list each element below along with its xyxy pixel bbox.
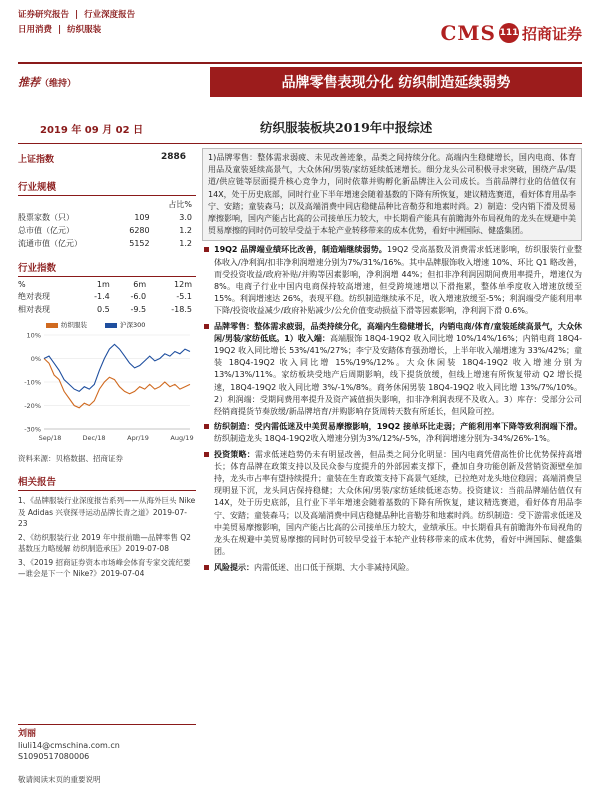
cell: 总市值（亿元）: [18, 226, 74, 235]
related-report-link[interactable]: 3、《2019 招商证券资本市场峰会体育专家交流纪要—谁会是下一个 Nike?》2019-07-04: [18, 557, 191, 578]
cell: 股票家数（只）: [18, 213, 74, 222]
y-tick-label: -30%: [24, 425, 41, 434]
cell: 5152: [129, 239, 150, 248]
summary-box: 1)品牌零售：整体需求弱疲、未见改善迹象，品类之间持续分化。高端内生稳健增长，国内电商、体育用品及童装延续高景气，大众休闲/男装/家纺延续低迷增长。细分龙头公司积极寻求突破，围绕产品/渠道/供应链等层面提升核心竞争力，同时依靠并购孵化新品牌注入公司成长。当前品牌行业的估值仅有 14X，处于历史底部，同时行业下半年增速会随着基数的下降有所恢复，建议精选赛道，看好体育用品李宁、安踏；童装森马；以及高端消费中同店稳健品种比音勒芬和地素时尚。2）制造：受内销下滑及贸易摩擦影响，国内产能占比高的公司接单压力较大，中长期看产能具有前瞻海外布局视角的龙头在规避中美贸易摩擦的同时仍可较早受益于本轮产业转移带来的成本优势，看好中洲国际、健盛集团。: [202, 148, 582, 241]
report-title: 纺织服装板块2019年中报综述: [260, 120, 433, 135]
logo-badge-icon: 111: [499, 23, 519, 43]
legend-swatch: [46, 323, 58, 328]
table-row: [18, 211, 196, 224]
key-point: [202, 449, 582, 559]
scale-col-header: 占比%: [168, 200, 192, 209]
key-point-text: 高端服饰 18Q4-19Q2 收入同比增 10%/14%/16%；内销电商 18Q4-19Q2 收入同比增长 53%/41%/27%；李宁及安踏体育强劲增长，上半年收入端增速为 33%/42%；童装 18Q4-19Q2 收入同比增 15%/19%/12%。大众休闲装 18Q4-19Q2 收入增速分别为 13%/13%/11%。家纺板块受地产后周期影响，线下提货放缓，但线上增速有所恢复带动 Q2 增长提速，18Q4-19Q2 收入同比增 3%/-1%/8%。商务休闲男装 18Q4-19Q2 收入同比增 13%/7%/10%。2）利润端：受期间费用率提升及资产减值损失影响，扣非净利润表现不及收入。3）库存：受部分公司经销商提货节奏放缓/新品牌培育/并购影响存货周转天数有所延长，但风险可控。: [214, 333, 582, 417]
table-header: [18, 279, 196, 290]
cell: 流通市值（亿元）: [18, 239, 82, 248]
key-point-lead: 19Q2 品牌端业绩环比改善，制造端继续弱势。: [214, 245, 387, 255]
key-point: [202, 421, 582, 445]
legend-label: 纺织服装: [61, 321, 87, 329]
y-tick-label: 0%: [30, 355, 41, 363]
y-tick-label: 10%: [26, 331, 41, 340]
trend-table: [18, 279, 196, 316]
headline-banner: 品牌零售表现分化 纺织制造延续弱势: [210, 67, 582, 97]
index-row: [18, 148, 196, 169]
report-date: 2019 年 09 月 02 日: [40, 125, 144, 136]
cell: 1m: [96, 280, 110, 289]
cell: 绝对表现: [18, 292, 50, 301]
x-tick-label: Aug/19: [170, 434, 194, 442]
key-point-lead: 品牌零售：整体需求疲弱，品类持续分化，高端内生稳健增长，内销电商/体育/童装延续高景气，大众休闲/男装/家纺低底。1）收入端：: [214, 321, 582, 343]
index-value: 2886: [160, 152, 186, 162]
series-line: [44, 359, 190, 408]
related-report-link[interactable]: 1、《品牌服装行业深度报告系列——从海外巨头 Nike及 Adidas 兴衰探寻运动品牌长青之道》2019-07-23: [18, 496, 196, 528]
legend-label: 沪深300: [120, 321, 146, 329]
rating-note: （维持）: [40, 79, 77, 89]
table-row: [18, 237, 196, 250]
cell: 109: [134, 213, 150, 222]
cell: 相对表现: [18, 305, 50, 314]
cell: -5.1: [176, 292, 192, 301]
line-chart: [18, 329, 196, 447]
report-tags: [18, 8, 141, 38]
key-point: [202, 244, 582, 317]
related-reports: [18, 495, 196, 580]
company-logo: [440, 22, 582, 44]
scale-table: [18, 198, 196, 250]
table-row: [18, 224, 196, 237]
trend-heading: 行业指数: [18, 256, 196, 277]
y-tick-label: -10%: [24, 378, 41, 387]
cell: 6280: [129, 226, 150, 235]
footer-note: 敬请阅读末页的重要说明: [18, 775, 101, 784]
scale-heading: 行业规模: [18, 175, 196, 196]
tag-industry: 纺织服装: [67, 25, 102, 35]
chart-source: 资料来源：贝格数据、招商证券: [18, 454, 123, 463]
key-points: [202, 244, 582, 573]
cell: -18.5: [171, 305, 192, 314]
sidebar: [18, 148, 196, 582]
legend-item: [46, 320, 87, 329]
cell: 1.2: [179, 239, 192, 248]
analyst-id: S1090517080006: [18, 752, 90, 761]
cell: 1.2: [179, 226, 192, 235]
tag-report-type: 证券研究报告: [18, 10, 70, 20]
table-row: [18, 303, 196, 316]
logo-latin: CMS: [440, 21, 496, 45]
x-tick-label: Sep/18: [38, 434, 62, 442]
cell: 6m: [133, 280, 147, 289]
key-point-lead: 投资策略：: [214, 449, 255, 459]
key-point: [202, 321, 582, 419]
key-point-text: 需求低迷趋势仍未有明显改善，但品类之间分化明显：国内电商凭借高性价比优势保持高增长；体育品牌在政策支持以及民众参与度提升的外部因素支撑下，叠加自身功能创新及营销资源壁垒加持，龙头市占率有望持续提升；童装在生育政策支持下高景气延续，已拉绝对龙头地位稳固；高端消费呈现明显下沉，龙头同店保持稳健；大众休闲/男装/家纺延续低迷态势。投资建议：当前品牌端估值仅有 14X，处于历史底部，且行业下半年增速会随着基数的下降有所恢复，建议精选赛道，看好体育用品李宁、安踏；童装森马；以及高端消费中同店稳健品种比音勒芬和地素时尚。纺织制造：受下游需求低迷及中美贸易摩擦影响，国内产能占比高的公司接单压力较大，业绩承压。中长期看具有前瞻海外布局视角的龙头在规避中美贸易摩擦的同时仍可较早受益于本轮产业转移带来的成本优势，看好中洲国际、健盛集团。: [214, 449, 583, 557]
key-point: [202, 562, 582, 574]
key-point-text: 纺织制造龙头 18Q4-19Q2收入增速分别为3%/12%/-5%，净利润增速分别为-34%/26%-1%。: [214, 434, 555, 444]
tag-sep: |: [75, 10, 79, 20]
cell: -6.0: [130, 292, 147, 301]
logo-chinese: 招商证券: [521, 24, 582, 43]
cell: 3.0: [179, 213, 192, 222]
cell: -1.4: [94, 292, 110, 301]
header-divider: [18, 62, 582, 64]
cell: -9.5: [130, 305, 147, 314]
table-row: [18, 290, 196, 303]
cell: %: [18, 280, 26, 289]
legend-item: [105, 320, 145, 329]
cell: 0.5: [97, 305, 110, 314]
index-label: 上证指数: [18, 155, 55, 165]
title-divider: [18, 143, 582, 144]
cell: 12m: [174, 280, 192, 289]
key-point-lead: 风险提示：: [214, 562, 254, 572]
tag-report-kind: 行业深度报告: [84, 10, 136, 20]
legend-swatch: [105, 323, 117, 328]
analyst-info: [18, 724, 196, 762]
related-report-link[interactable]: 2、《纺织服装行业 2019 年中报前瞻—品牌零售 Q2 基数压力略缓解 纺织制造承压》2019-07-08: [18, 532, 191, 553]
chart-legend: [18, 320, 196, 329]
x-tick-label: Apr/19: [127, 434, 149, 442]
key-point-lead: 纺织制造：受内需低迷及中美贸易摩擦影响，19Q2 接单环比走弱；产能利用率下降等致利润端下滑。: [214, 422, 582, 432]
analyst-email[interactable]: liuli14@cmschina.com.cn: [18, 741, 120, 750]
x-tick-label: Dec/18: [82, 434, 106, 442]
analyst-name: 刘丽: [18, 724, 196, 740]
key-point-text: 19Q2 受高基数及消费需求低迷影响，纺织服装行业整体收入/净利润/扣非净利润增速分别为7%/31%/16%。其中品牌服饰收入增速 10%、环比 Q1 略改善，而受投资收益/政府补贴/并购等因素影响，净利润增 44%；但扣非净利润因期间费用率提升，增速仅为 8%。电商子行业中国内电商保持较高增速，但受跨境速增以下滑拖累，整体单季度收入增速放缓至 15%。利润增速达 26%，表现平稳。纺织制造继续承不足，收入增速放缓至-5%；利润端受产能利用率下降/投资收益减少/政府补贴减少/公允价值变动损益下滑等因素影响，净利润下滑 0.6%。: [214, 245, 582, 316]
rating: [18, 74, 76, 90]
key-point-text: 内需低迷、出口低于预期、大小非减持风险。: [254, 562, 414, 572]
index-chart: [18, 320, 196, 449]
y-tick-label: -20%: [24, 402, 41, 410]
tag-sep: |: [58, 25, 62, 35]
main-content: [202, 148, 582, 577]
rating-value: 推荐: [18, 76, 40, 89]
related-heading: 相关报告: [18, 470, 196, 491]
tag-sector: 日用消费: [18, 25, 53, 35]
